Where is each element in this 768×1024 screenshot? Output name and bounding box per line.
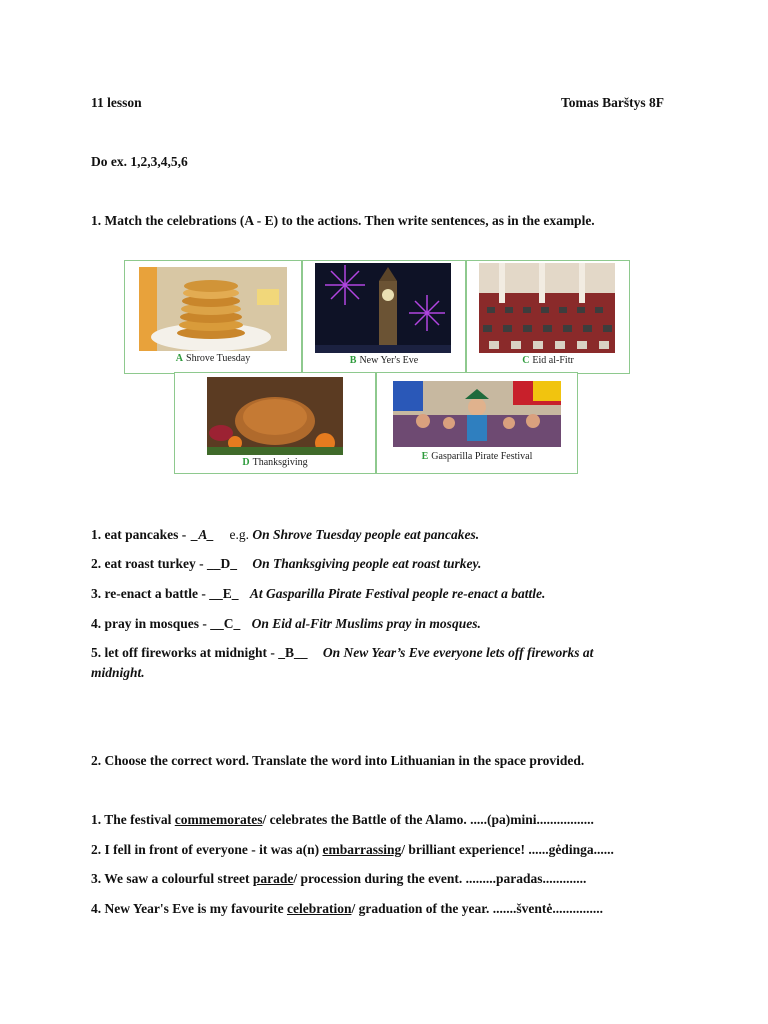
fireworks-image — [315, 263, 451, 353]
student-name: Tomas Barštys 8F — [561, 95, 665, 110]
exercise-1-item-3: 3. re-enact a battle - __E_ At Gasparilla Pirate Festival people re-enact a battle. — [91, 586, 546, 601]
answer-letter: __D_ — [206, 556, 237, 571]
chosen-word: celebration — [286, 901, 352, 916]
celebrations-figure — [96, 242, 672, 482]
exercise-2-item-3: 3. We saw a colourful street parade/ procession during the event. .........paradas............. — [91, 871, 587, 886]
celebration-caption-c: C Eid al-Fitr — [522, 355, 574, 366]
answer-letter: __C_ — [210, 616, 241, 631]
answer-letter: __E_ — [209, 586, 239, 601]
exercise-1-title: 1. Match the celebrations (A - E) to the actions. Then write sentences, as in the example. — [91, 213, 595, 228]
celebration-card-e — [376, 372, 578, 474]
exercise-2-item-2: 2. I fell in front of everyone - it was a(n) embarrassing/ brilliant experience! ......gėdinga...... — [91, 842, 614, 857]
instruction: Do ex. 1,2,3,4,5,6 — [91, 154, 188, 169]
answer-sentence: On New Year’s Eve everyone lets off fireworks at — [322, 645, 594, 660]
chosen-word: parade — [252, 871, 294, 886]
exercise-2-item-4: 4. New Year's Eve is my favourite celebration/ graduation of the year. .......šventė............... — [91, 901, 603, 916]
exercise-1-item-5-continued: midnight. — [91, 665, 145, 680]
exercise-1-item-2: 2. eat roast turkey - __D_ On Thanksgiving people eat roast turkey. — [91, 556, 482, 571]
answer-sentence: At Gasparilla Pirate Festival people re-enact a battle. — [249, 586, 546, 601]
pancakes-image — [139, 267, 287, 351]
celebration-caption-e: E Gasparilla Pirate Festival — [421, 451, 533, 462]
answer-letter: _A_ — [191, 527, 215, 542]
celebration-card-d — [174, 372, 376, 474]
answer-letter: _B__ — [278, 645, 308, 660]
chosen-word: embarrassing — [322, 842, 402, 857]
chosen-word: commemorates — [174, 812, 263, 827]
pirate-festival-image — [393, 381, 561, 447]
answer-sentence: On Eid al-Fitr Muslims pray in mosques. — [251, 616, 481, 631]
celebration-card-b — [302, 260, 466, 374]
celebration-caption-d: D Thanksgiving — [242, 457, 308, 468]
celebration-caption-b: B New Yer's Eve — [349, 355, 419, 366]
exercise-2-item-1: 1. The festival commemorates/ celebrates the Battle of the Alamo. .....(pa)mini................. — [91, 812, 594, 827]
celebration-card-c — [466, 260, 630, 374]
answer-sentence: On Shrove Tuesday people eat pancakes. — [252, 527, 480, 542]
roast-turkey-image — [207, 377, 343, 455]
answer-sentence: On Thanksgiving people eat roast turkey. — [252, 556, 482, 571]
exercise-1-item-1: 1. eat pancakes - _A_ e.g. On Shrove Tuesday people eat pancakes. — [91, 527, 480, 542]
exercise-1-item-4: 4. pray in mosques - __C_ On Eid al-Fitr Muslims pray in mosques. — [91, 616, 481, 631]
exercise-2-title: 2. Choose the correct word. Translate the word into Lithuanian in the space provided. — [91, 753, 585, 768]
lesson-label: 11 lesson — [91, 95, 142, 110]
celebration-caption-a: A Shrove Tuesday — [175, 353, 251, 364]
mosque-prayer-image — [479, 263, 615, 353]
exercise-1-item-5: 5. let off fireworks at midnight - _B__ On New Year’s Eve everyone lets off fireworks at — [91, 645, 594, 660]
celebration-card-a — [124, 260, 302, 374]
